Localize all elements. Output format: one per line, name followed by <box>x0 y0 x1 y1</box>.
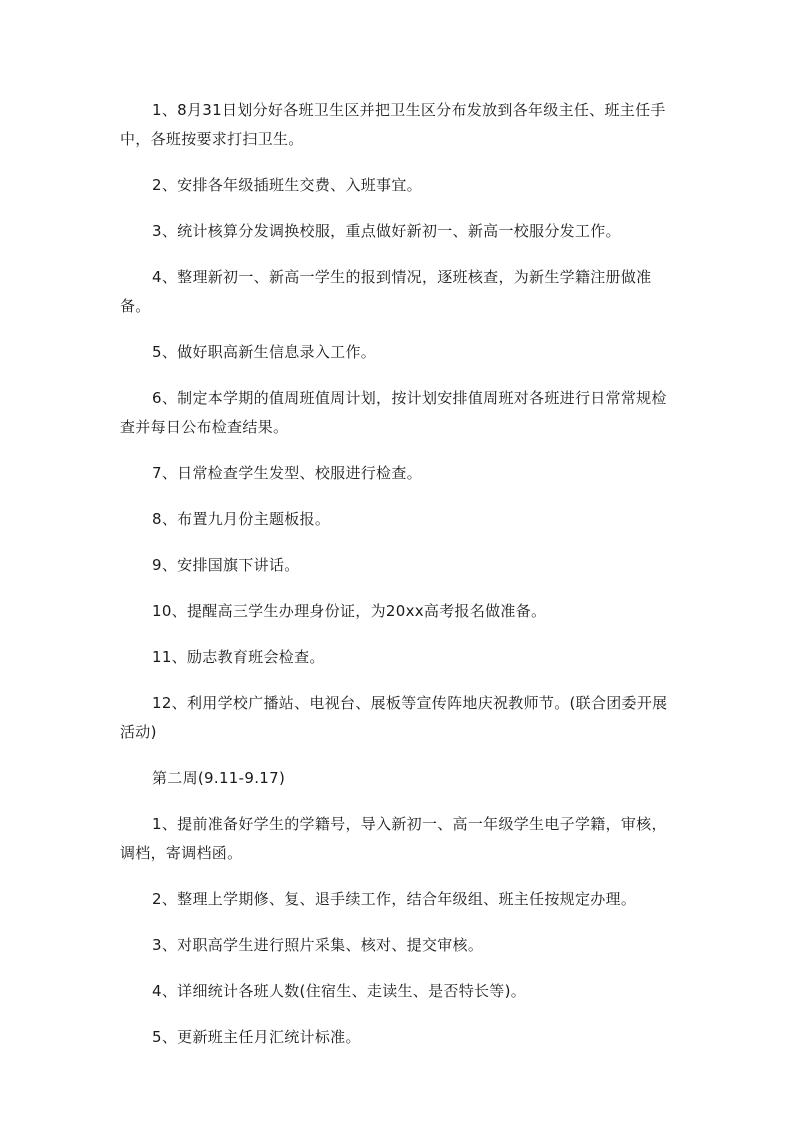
document-body <box>120 96 676 1069</box>
paragraph-week2-item-3: 3、对职高学生进行照片采集、核对、提交审核。 <box>152 936 484 954</box>
paragraph-item-8: 8、布置九月份主题板报。 <box>152 510 331 528</box>
paragraph-week2-item-5: 5、更新班主任月汇统计标准。 <box>152 1028 361 1046</box>
paragraph-item-11: 11、励志教育班会检查。 <box>152 648 325 666</box>
paragraph-item-1: 1、8月31日划分好各班卫生区并把卫生区分布发放到各年级主任、班主任手中，各班按要求打扫卫生。 <box>120 101 666 148</box>
paragraph-item-12: 12、利用学校广播站、电视台、展板等宣传阵地庆祝教师节。(联合团委开展活动) <box>120 694 668 741</box>
paragraph-week2-item-4: 4、详细统计各班人数(住宿生、走读生、是否特长等)。 <box>152 982 527 1000</box>
paragraph-week2-item-2: 2、整理上学期修、复、退手续工作，结合年级组、班主任按规定办理。 <box>152 890 637 908</box>
paragraph-item-4: 4、整理新初一、新高一学生的报到情况，逐班核查，为新生学籍注册做准备。 <box>120 268 652 315</box>
paragraph-item-10: 10、提醒高三学生办理身份证，为20xx高考报名做准备。 <box>152 602 547 620</box>
paragraph-item-5: 5、做好职高新生信息录入工作。 <box>152 343 377 361</box>
paragraph-item-2: 2、安排各年级插班生交费、入班事宜。 <box>152 176 422 194</box>
section-heading-week-two: 第二周(9.11-9.17) <box>152 769 286 787</box>
paragraph-week2-item-1: 1、提前准备好学生的学籍号，导入新初一、高一年级学生电子学籍，审核，调档，寄调档函。 <box>120 815 667 862</box>
paragraph-item-9: 9、安排国旗下讲话。 <box>152 556 300 574</box>
paragraph-item-7: 7、日常检查学生发型、校服进行检查。 <box>152 464 422 482</box>
paragraph-item-6: 6、制定本学期的值周班值周计划，按计划安排值周班对各班进行日常常规检查并每日公布检查结果。 <box>120 389 667 436</box>
paragraph-item-3: 3、统计核算分发调换校服，重点做好新初一、新高一校服分发工作。 <box>152 222 621 240</box>
